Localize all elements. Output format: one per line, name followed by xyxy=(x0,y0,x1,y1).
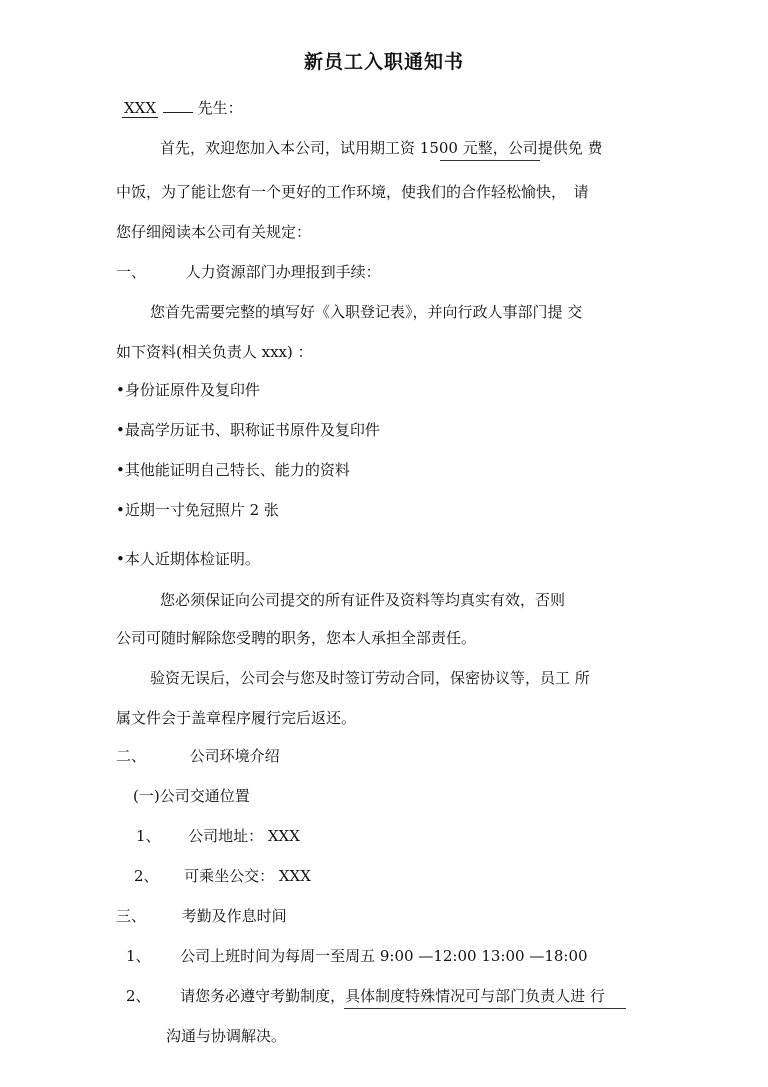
item-number: 1、 xyxy=(136,827,161,845)
section-2-title: 公司环境介绍 xyxy=(189,747,280,765)
bullet-item: •本人近期体检证明。 xyxy=(116,550,260,568)
item-text: 公司上班时间为每周一至周五 9:00 —12:00 13:00 —18:00 xyxy=(180,947,588,965)
section-3-number: 三、 xyxy=(116,907,147,925)
name-blank xyxy=(163,98,193,113)
bus-item xyxy=(134,866,311,886)
salary-value: 1500 xyxy=(419,139,458,157)
salary-underline xyxy=(440,160,540,161)
salutation-suffix: 先生： xyxy=(197,99,243,117)
section-1-para-1a: 您首先需要完整的填写好《入职登记表》，并向行政人事部门提 交 xyxy=(150,303,583,321)
work-hours-item xyxy=(126,946,588,966)
attendance-underline xyxy=(344,1008,626,1009)
recipient-name: XXX xyxy=(124,99,157,117)
intro-text-a: 首先，欢迎您加入本公司，试用期工资 xyxy=(160,139,416,157)
item-number: 2、 xyxy=(126,987,151,1005)
intro-line-2: 中饭，为了能让您有一个更好的工作环境，使我们的合作轻松愉快， 请 xyxy=(116,183,589,201)
section-1-para-3b: 属文件会于盖章程序履行完后返还。 xyxy=(116,709,357,727)
intro-line-3: 您仔细阅读本公司有关规定： xyxy=(116,223,312,241)
section-1-para-3a: 验资无误后，公司会与您及时签订劳动合同，保密协议等，员工 所 xyxy=(150,669,590,687)
intro-text-b: 元整，公司提供免 费 xyxy=(462,139,603,157)
section-3-heading xyxy=(116,906,287,926)
section-1-para-2b: 公司可随时解除您受聘的职务，您本人承担全部责任。 xyxy=(116,629,477,647)
section-1-title: 人力资源部门办理报到手续： xyxy=(185,263,381,281)
item-number: 1、 xyxy=(126,947,151,965)
section-2-number: 二、 xyxy=(116,747,147,765)
section-2-subheading: (一)公司交通位置 xyxy=(133,787,250,805)
bullet-item: •其他能证明自己特长、能力的资料 xyxy=(116,461,350,479)
item-text: 请您务必遵守考勤制度，具体制度特殊情况可与部门负责人进 行 xyxy=(180,987,605,1005)
item-text: 可乘坐公交： XXX xyxy=(184,867,311,885)
bullet-item: •近期一寸免冠照片 2 张 xyxy=(116,501,279,519)
address-item xyxy=(136,826,300,846)
document-title: 新员工入职通知书 xyxy=(303,51,464,73)
bullet-item: •最高学历证书、职称证书原件及复印件 xyxy=(116,421,380,439)
section-1-heading xyxy=(116,262,381,282)
bullet-item: •身份证原件及复印件 xyxy=(116,381,260,399)
section-1-para-2a: 您必须保证向公司提交的所有证件及资料等均真实有效，否则 xyxy=(160,591,566,609)
salutation xyxy=(122,98,243,118)
section-2-heading xyxy=(116,746,280,766)
attendance-continuation: 沟通与协调解决。 xyxy=(166,1027,287,1045)
intro-line-1 xyxy=(160,138,603,158)
item-text: 公司地址： XXX xyxy=(188,827,300,845)
attendance-item xyxy=(126,986,605,1006)
item-number: 2、 xyxy=(134,867,159,885)
section-1-para-1b: 如下资料(相关负责人 xxx) ： xyxy=(116,343,313,361)
section-1-number: 一、 xyxy=(116,263,147,281)
section-3-title: 考勤及作息时间 xyxy=(181,907,287,925)
